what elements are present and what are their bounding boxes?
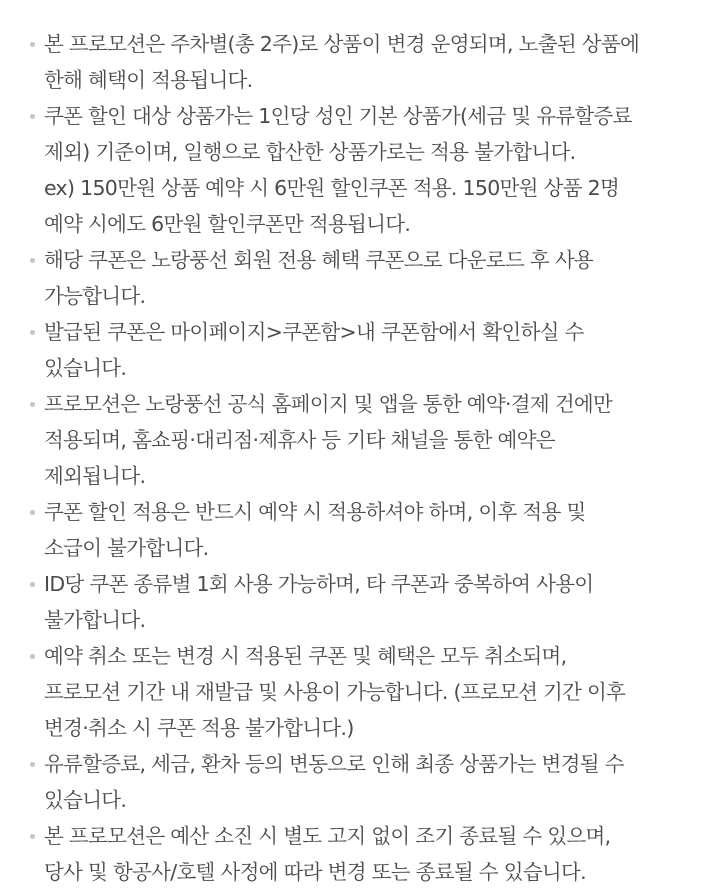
notice-item [44, 98, 704, 242]
notice-line: 불가합니다. [44, 608, 146, 632]
notice-item [44, 746, 704, 818]
bullet-dot-icon [30, 330, 35, 335]
notice-line: 당사 및 항공사/호텔 사정에 따라 변경 또는 종료될 수 있습니다. [44, 860, 586, 884]
notice-line: 쿠폰 할인 대상 상품가는 1인당 성인 기본 상품가(세금 및 유류할증료 [44, 104, 632, 128]
bullet-dot-icon [30, 510, 35, 515]
notice-line: 해당 쿠폰은 노랑풍선 회원 전용 혜택 쿠폰으로 다운로드 후 사용 [44, 248, 594, 272]
notice-item [44, 494, 704, 566]
notice-item [44, 26, 704, 98]
notice-line: ex) 150만원 상품 예약 시 6만원 할인쿠폰 적용. 150만원 상품 2명 [44, 176, 620, 200]
notice-line: 제외) 기준이며, 일행으로 합산한 상품가로는 적용 불가합니다. [44, 140, 576, 164]
notice-item [44, 314, 704, 386]
notice-line: 한해 혜택이 적용됩니다. [44, 68, 253, 92]
notice-line: 예약 시에도 6만원 할인쿠폰만 적용됩니다. [44, 212, 411, 236]
notice-line: 예약 취소 또는 변경 시 적용된 쿠폰 및 혜택은 모두 취소되며, [44, 644, 567, 668]
notice-line: 있습니다. [44, 356, 127, 380]
bullet-dot-icon [30, 762, 35, 767]
notice-line: 유류할증료, 세금, 환차 등의 변동으로 인해 최종 상품가는 변경될 수 [44, 752, 624, 776]
bullet-dot-icon [30, 654, 35, 659]
notice-line: ID당 쿠폰 종류별 1회 사용 가능하며, 타 쿠폰과 중복하여 사용이 [44, 572, 594, 596]
bullet-dot-icon [30, 402, 35, 407]
notice-line: 프로모션은 노랑풍선 공식 홈페이지 및 앱을 통한 예약·결제 건에만 [44, 392, 613, 416]
bullet-dot-icon [30, 834, 35, 839]
bullet-dot-icon [30, 582, 35, 587]
notice-line: 적용되며, 홈쇼핑·대리점·제휴사 등 기타 채널을 통한 예약은 [44, 428, 555, 452]
notice-line: 발급된 쿠폰은 마이페이지>쿠폰함>내 쿠폰함에서 확인하실 수 [44, 320, 584, 344]
notice-line: 가능합니다. [44, 284, 146, 308]
notice-line: 본 프로모션은 예산 소진 시 별도 고지 없이 조기 종료될 수 있으며, [44, 824, 611, 848]
notice-item [44, 818, 704, 890]
bullet-dot-icon [30, 258, 35, 263]
notice-line: 쿠폰 할인 적용은 반드시 예약 시 적용하셔야 하며, 이후 적용 및 [44, 500, 586, 524]
bullet-dot-icon [30, 114, 35, 119]
notice-line: 소급이 불가합니다. [44, 536, 209, 560]
notice-line: 제외됩니다. [44, 464, 146, 488]
notice-line: 변경·취소 시 쿠폰 적용 불가합니다.) [44, 716, 354, 740]
notice-item [44, 386, 704, 494]
notice-line: 프로모션 기간 내 재발급 및 사용이 가능합니다. (프로모션 기간 이후 [44, 680, 626, 704]
notice-item [44, 638, 704, 746]
notice-line: 있습니다. [44, 788, 127, 812]
notice-item [44, 242, 704, 314]
notice-item [44, 566, 704, 638]
bullet-dot-icon [30, 42, 35, 47]
notice-line: 본 프로모션은 주차별(총 2주)로 상품이 변경 운영되며, 노출된 상품에 [44, 32, 640, 56]
